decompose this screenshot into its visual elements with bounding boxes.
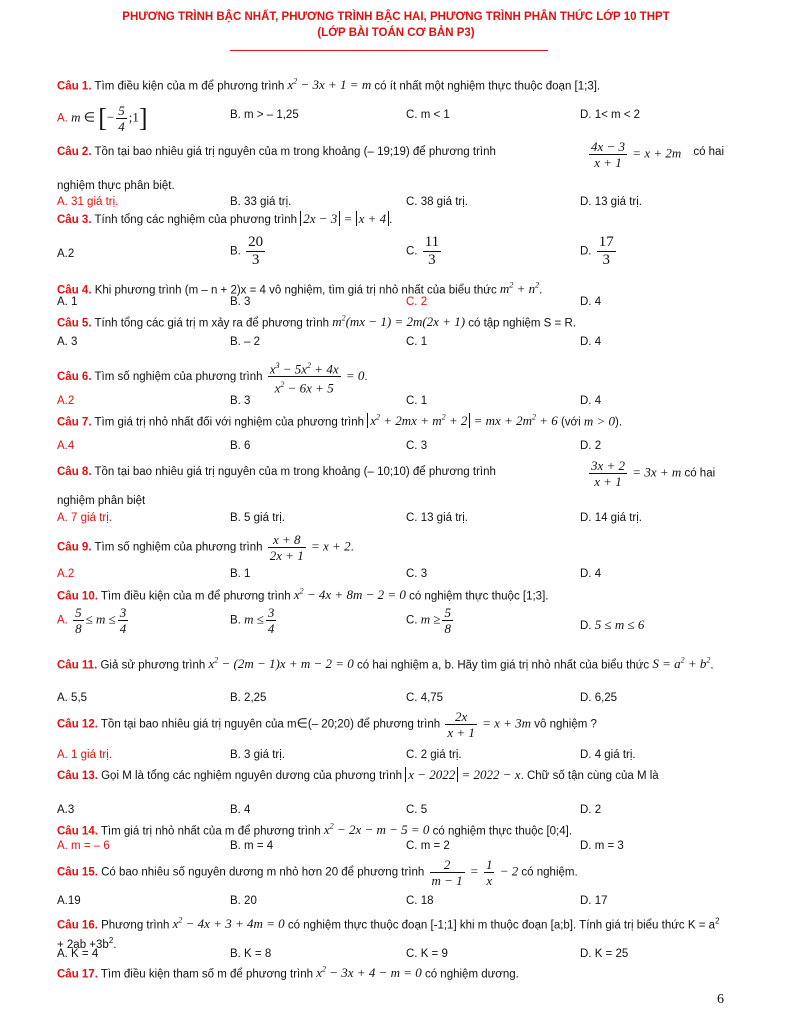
answer-11a: A. 5,5 <box>57 692 88 704</box>
answer-16c: C. K = 9 <box>406 948 448 960</box>
question-7: Câu 7. Tìm giá trị nhỏ nhất đối với nghiệm của phương trình $x^2 + 2mx + m^2 + 2$ = mx + $2m^2 + 6$ (với m > 0). <box>57 413 623 429</box>
answer-10b: B. m ≤ $\frac{3}{4}$ <box>230 605 275 636</box>
answer-2b: B. 33 giá trị. <box>230 196 292 208</box>
answer-10a: A. $\frac{5}{8}$ ≤ m ≤ $\frac{3}{4}$ <box>57 605 127 636</box>
page-number: 6 <box>717 992 724 1007</box>
answer-9a: A.2 <box>57 568 75 580</box>
answer-15d: D. 17 <box>580 895 608 907</box>
answer-9c: C. 3 <box>406 568 428 580</box>
answer-4c: C. 2 <box>406 296 428 308</box>
answer-12d: D. 4 giá trị. <box>580 749 636 761</box>
answer-8a: A. 7 giá trị. <box>57 512 112 524</box>
document-title: PHƯƠNG TRÌNH BẬC NHẤT, PHƯƠNG TRÌNH BẬC HAI, PHƯƠNG TRÌNH PHÂN THỨC LỚP 10 THPT <box>122 11 670 23</box>
answer-14a: A. m = – 6 <box>57 840 110 852</box>
answer-6c: C. 1 <box>406 395 428 407</box>
answer-5b: B. – 2 <box>230 336 261 348</box>
question-13: Câu 13. Gọi M là tổng các nghiệm nguyên dương của phương trình x − 2022 = 2022 − x. Chữ số tận cùng của M là <box>57 767 659 782</box>
question-14: Câu 14. Tìm giá trị nhỏ nhất của m để phương trình $x^2 - 2x - m - 5 = 0$ có nghiệm thực thuộc [0;4]. <box>57 822 573 838</box>
answer-16d: D. K = 25 <box>580 948 629 960</box>
answer-13d: D. 2 <box>580 804 602 816</box>
document-subtitle: (LỚP BÀI TOÁN CƠ BẢN P3) <box>317 27 475 39</box>
question-10: Câu 10. Tìm điều kiện của m để phương trình $x^2 - 4x + 8m - 2 = 0$ có nghiệm thực thuộc [1;3]. <box>57 587 549 603</box>
answer-2a: A. 31 giá trị. <box>57 196 119 208</box>
answer-13a: A.3 <box>57 804 75 816</box>
question-2-line2: nghiệm thực phân biệt. <box>57 180 175 192</box>
answer-1b: B. m > – 1,25 <box>230 109 299 121</box>
question-8: Câu 8. Tồn tại bao nhiêu giá trị nguyên của m trong khoảng (– 10;10) để phương trình <box>57 466 496 478</box>
answer-1c: C. m < 1 <box>406 109 450 121</box>
answer-15c: C. 18 <box>406 895 434 907</box>
answer-7a: A.4 <box>57 440 75 452</box>
answer-4b: B. 3 <box>230 296 251 308</box>
question-6: Câu 6. Tìm số nghiệm của phương trình $\frac{x^3 - 5x^2 + 4x}{x^2 - 6x + 5}$ = 0. <box>57 358 368 396</box>
question-5: Câu 5. Tính tổng các giá trị m xảy ra để phương trình $m^2(mx - 1) = 2m(2x + 1)$ có tập nghiệm S = R. <box>57 314 576 330</box>
answer-10d: D. 5 ≤ m ≤ 6 <box>580 617 645 632</box>
answer-12a: A. 1 giá trị. <box>57 749 112 761</box>
question-11: Câu 11. Giả sử phương trình $x^2 - (2m - 1)x + m - 2 = 0$ có hai nghiệm a, b. Hãy tìm giá trị nhỏ nhất của biểu thức $S = a^2 + b^2$. <box>57 656 714 672</box>
answer-10c: C. m ≥ $\frac{5}{8}$ <box>406 605 451 636</box>
answer-7d: D. 2 <box>580 440 602 452</box>
answer-9b: B. 1 <box>230 568 251 580</box>
answer-1d: D. 1< m < 2 <box>580 109 641 121</box>
question-9: Câu 9. Tìm số nghiệm của phương trình $\frac{x + 8}{2x + 1}$ = x + 2. <box>57 532 354 563</box>
answer-8c: C. 13 giá trị. <box>406 512 468 524</box>
answer-7c: C. 3 <box>406 440 428 452</box>
question-8-line2: nghiệm phân biệt <box>57 495 146 507</box>
answer-11c: C. 4,75 <box>406 692 444 704</box>
title-divider <box>230 50 548 51</box>
answer-14c: C. m = 2 <box>406 840 450 852</box>
answer-6b: B. 3 <box>230 395 251 407</box>
answer-13b: B. 4 <box>230 804 251 816</box>
answer-4d: D. 4 <box>580 296 602 308</box>
question-15: Câu 15. Có bao nhiêu số nguyên dương m nhỏ hơn 20 để phương trình $\frac{2}{m - 1}$ = $\frac{1}{x}$ − 2 có nghiệm. <box>57 857 578 888</box>
answer-3c: C. $\frac{11}{3}$ <box>406 234 440 268</box>
answer-3b: B. $\frac{20}{3}$ <box>230 234 264 268</box>
question-2: Câu 2. Tồn tại bao nhiêu giá trị nguyên của m trong khoảng (– 19;19) để phương trình <box>57 146 496 158</box>
answer-16b: B. K = 8 <box>230 948 272 960</box>
answer-15b: B. 20 <box>230 895 257 907</box>
question-17: Câu 17. Tìm điều kiện tham số m để phương trình $x^2 - 3x + 4 - m = 0$ có nghiệm dương. <box>57 965 519 981</box>
answer-5d: D. 4 <box>580 336 602 348</box>
answer-8b: B. 5 giá trị. <box>230 512 285 524</box>
answer-12b: B. 3 giá trị. <box>230 749 285 761</box>
question-4: Câu 4. Khi phương trình (m – n + 2)x = 4 vô nghiệm, tìm giá trị nhỏ nhất của biểu thức $m^2 + n^2$. <box>57 281 543 297</box>
question-8-equation: $\frac{3x + 2}{x + 1}$ = 3x + m có hai <box>591 458 716 489</box>
question-3: Câu 3. Tính tổng các nghiệm của phương trình 2x − 3 = x + 4 . <box>57 211 393 226</box>
answer-7b: B. 6 <box>230 440 251 452</box>
answer-5c: C. 1 <box>406 336 428 348</box>
answer-3d: D. $\frac{17}{3}$ <box>580 234 614 268</box>
answer-6d: D. 4 <box>580 395 602 407</box>
answer-8d: D. 14 giá trị. <box>580 512 642 524</box>
answer-16a: A. K = 4 <box>57 948 99 960</box>
answer-11b: B. 2,25 <box>230 692 267 704</box>
answer-14d: D. m = 3 <box>580 840 624 852</box>
answer-9d: D. 4 <box>580 568 602 580</box>
question-2-equation: $\frac{4x - 3}{x + 1}$ = x + 2m <box>591 139 682 170</box>
question-16: Câu 16. Phương trình $x^2 - 4x + 3 + 4m = 0$ có nghiệm thực thuộc đoạn [-1;1] khi m thuộc đoạn [a;b]. Tính giá trị biểu thức $K = a^2 + 2ab +3b^2$. <box>57 916 720 952</box>
answer-2c: C. 38 giá trị. <box>406 196 468 208</box>
answer-11d: D. 6,25 <box>580 692 618 704</box>
answer-2d: D. 13 giá trị. <box>580 196 642 208</box>
answer-5a: A. 3 <box>57 336 78 348</box>
question-1: Câu 1. Tìm điều kiện của m để phương trình $x^2 - 3x + 1 = m$ có ít nhất một nghiệm thực thuộc đoạn [1;3]. <box>57 77 601 93</box>
answer-14b: B. m = 4 <box>230 840 274 852</box>
question-12: Câu 12. Tồn tại bao nhiêu giá trị nguyên của m∈(– 20;20) để phương trình $\frac{2x}{x + 1}$ = x + 3m vô nghiệm ? <box>57 709 597 740</box>
answer-1a: A. m ∈ [− $\frac{5}{4}$ ;1] <box>57 103 148 134</box>
answer-13c: C. 5 <box>406 804 428 816</box>
answer-4a: A. 1 <box>57 296 78 308</box>
answer-15a: A.19 <box>57 895 81 907</box>
answer-6a: A.2 <box>57 395 75 407</box>
answer-3a: A.2 <box>57 248 75 260</box>
answer-12c: C. 2 giá trị. <box>406 749 462 761</box>
